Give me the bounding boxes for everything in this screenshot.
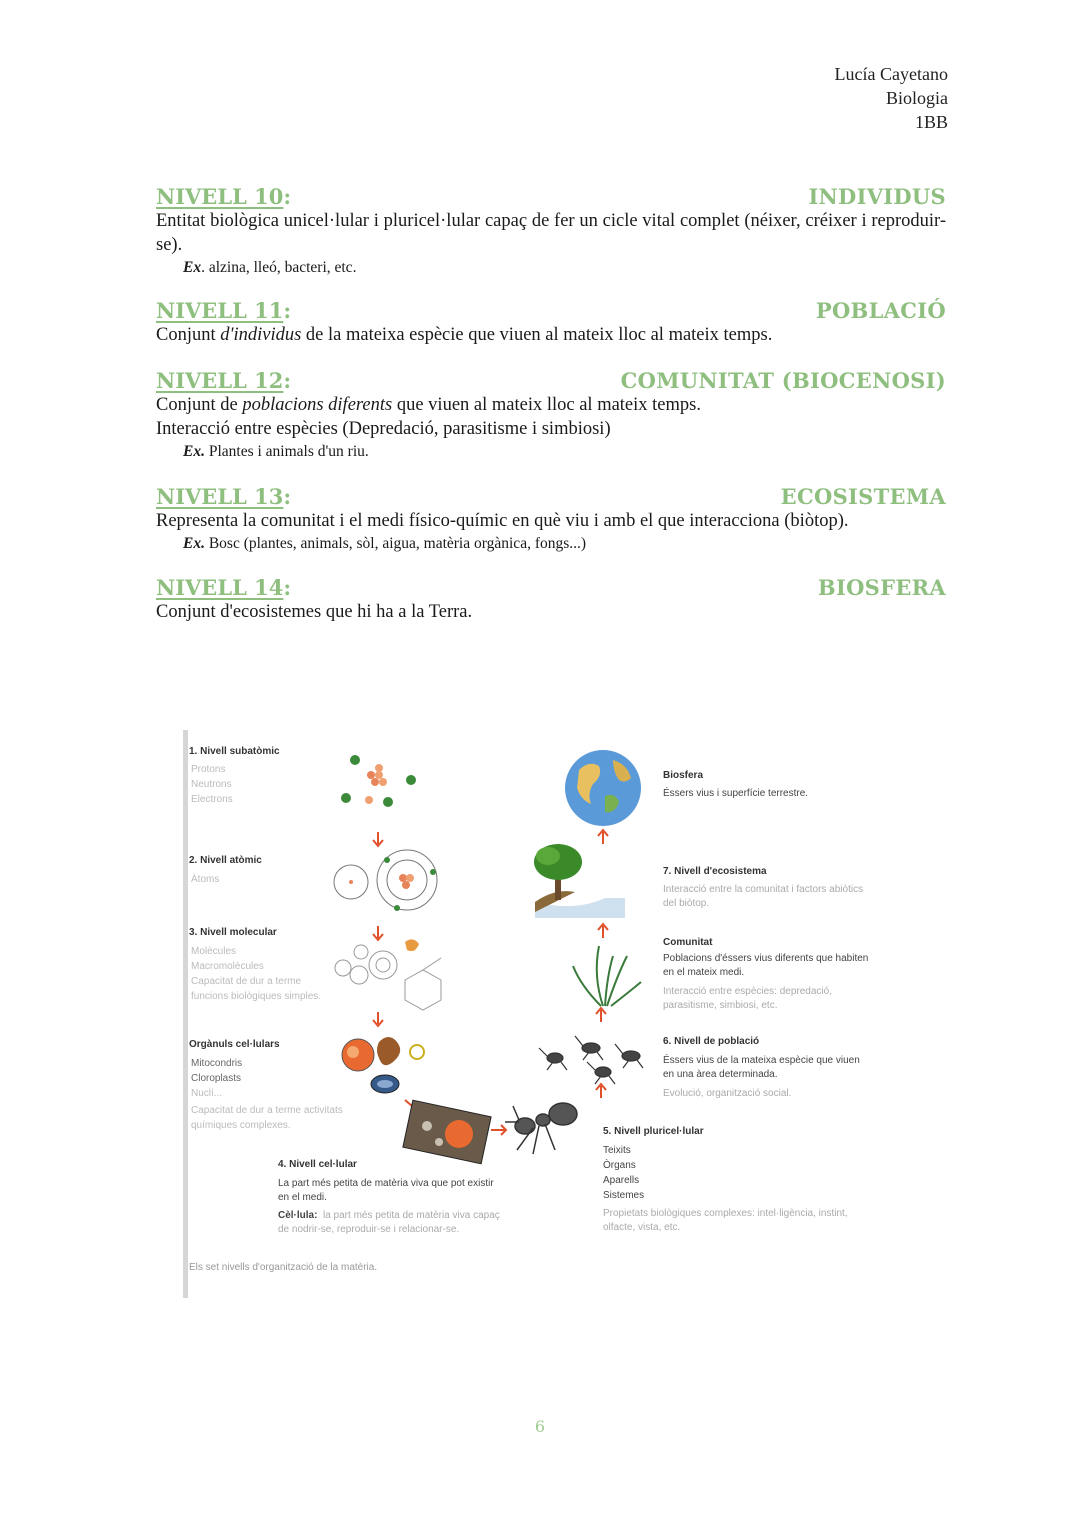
section-title: ECOSISTEMA (780, 484, 946, 509)
plant-community-icon (573, 946, 641, 1006)
community-desc: Poblacions d'éssers vius diferents que habiten (663, 953, 869, 964)
arrow-down-icon (373, 1012, 383, 1026)
globe-icon (565, 750, 641, 826)
level-7-desc: Interacció entre la comunitat i factors abiòtics (663, 884, 864, 895)
community-title: Comunitat (663, 937, 713, 948)
level-3-item: funcions biològiques simples. (191, 991, 322, 1002)
level-7-title: 7. Nivell d'ecosistema (663, 866, 767, 877)
level-7-desc: del biòtop. (663, 898, 710, 909)
level-5-item: Aparells (603, 1175, 640, 1186)
ecosystem-icon (534, 844, 625, 918)
arrow-up-icon (598, 924, 608, 938)
organelles-note: Capacitat de dur a terme activitats (191, 1105, 343, 1116)
section-number: NIVELL 13: (156, 484, 292, 509)
section-title: COMUNITAT (BIOCENOSI) (620, 368, 946, 393)
section-body: Conjunt d'individus de la mateixa espècie que viuen al mateix lloc al mateix temps. (156, 325, 773, 345)
section-title: BIOSFERA (817, 575, 946, 600)
level-3-title: 3. Nivell molecular (189, 927, 277, 938)
biosphere-desc: Éssers vius i superfície terrestre. (663, 788, 809, 799)
page-number: 6 (534, 1417, 546, 1436)
level-1-item: Electrons (191, 794, 233, 805)
organelles-item: Nuclí... (191, 1088, 223, 1099)
level-6-desc: en una àrea determinada. (663, 1069, 778, 1080)
level-6-title: 6. Nivell de població (663, 1036, 760, 1047)
section-body: Representa la comunitat i el medi físico-químic en què viu i amb el que interacciona (biòtop). (156, 511, 849, 531)
subject-name: Biologia (886, 88, 948, 108)
section-number: NIVELL 14: (156, 575, 292, 600)
organelles-icon (342, 1037, 424, 1093)
level-5-title: 5. Nivell pluricel·lular (603, 1126, 704, 1137)
ant-population-icon (539, 1036, 643, 1084)
level-1-title: 1. Nivell subatòmic (189, 746, 280, 757)
molecules-icon (335, 939, 441, 1010)
page-header (835, 62, 948, 134)
section-body: Conjunt de poblacions diferents que viuen al mateix lloc al mateix temps. (156, 395, 701, 415)
level-3-item: Macromolècules (191, 961, 264, 972)
section-nivell-12 (156, 368, 946, 463)
organelles-note: químiques complexes. (191, 1120, 291, 1131)
figure-left-rule (183, 730, 188, 1298)
arrow-down-icon (373, 926, 383, 940)
arrow-up-icon (596, 1084, 606, 1098)
level-5-item: Òrgans (603, 1160, 636, 1171)
section-title: INDIVIDUS (808, 184, 946, 209)
organelles-item: Cloroplasts (191, 1073, 242, 1084)
level-6-desc: Éssers vius de la mateixa espècie que viuen (663, 1055, 860, 1066)
level-2-title: 2. Nivell atòmic (189, 855, 262, 866)
community-note: Interacció entre espècies: depredació, (663, 986, 832, 997)
community-desc: en el mateix medi. (663, 967, 745, 978)
level-5-item: Sistemes (603, 1190, 645, 1201)
level-4-cell-text: la part més petita de matèria viva capaç (323, 1210, 500, 1221)
arrow-up-icon (598, 830, 608, 844)
ant-icon (505, 1103, 577, 1154)
subatomic-particles-icon (341, 755, 416, 807)
cell-icon (403, 1100, 491, 1164)
arrow-right-icon (491, 1125, 506, 1135)
level-2-item: Àtoms (191, 874, 220, 885)
level-5-note: Propietats biològiques complexes: intel·ligència, instint, (603, 1208, 848, 1219)
figure-caption: Els set nivells d'organització de la matèria. (189, 1262, 378, 1273)
example-line: Ex. Bosc (plantes, animals, sòl, aigua, matèria orgànica, fongs...) (183, 535, 587, 552)
level-1-item: Neutrons (191, 779, 232, 790)
section-number: NIVELL 10: (156, 184, 292, 209)
level-4-cell-text: de nodrir-se, reproduir-se i relacionar-se. (278, 1224, 460, 1235)
organelles-item: Mitocondris (191, 1058, 243, 1069)
level-4-desc: La part més petita de matèria viva que pot existir (278, 1178, 494, 1189)
section-nivell-10 (156, 184, 946, 279)
community-note: parasitisme, simbiosi, etc. (663, 1000, 778, 1011)
author-name: Lucía Cayetano (834, 64, 948, 84)
section-body: Conjunt d'ecosistemes que hi ha a la Terra. (156, 602, 473, 622)
section-nivell-13 (156, 484, 946, 555)
section-title: POBLACIÓ (815, 298, 946, 323)
level-6-note: Evolució, organització social. (663, 1088, 792, 1099)
organelles-title: Orgànuls cel·lulars (189, 1039, 280, 1050)
level-4-desc: en el medi. (278, 1192, 327, 1203)
section-nivell-11 (156, 298, 946, 347)
section-body: Entitat biològica unicel·lular i pluricel·lular capaç de fer un cicle vital complet (néixer, créixer i reproduir-se). (156, 211, 946, 255)
organization-levels-figure (183, 730, 883, 1300)
example-line: Ex. alzina, lleó, bacteri, etc. (183, 259, 357, 276)
level-4-cell-label: Cèl·lula: (278, 1210, 318, 1221)
level-4-title: 4. Nivell cel·lular (278, 1159, 357, 1170)
level-1-item: Protons (191, 764, 226, 775)
group-name: 1BB (914, 112, 948, 132)
level-5-note: olfacte, vista, etc. (603, 1222, 681, 1233)
section-number: NIVELL 11: (156, 298, 292, 323)
arrow-up-icon (596, 1008, 606, 1022)
section-nivell-14 (156, 575, 946, 624)
arrow-down-icon (373, 832, 383, 846)
level-3-item: Molècules (191, 946, 237, 957)
level-5-item: Teixits (603, 1145, 631, 1156)
atom-icon (334, 850, 437, 911)
example-line: Ex. Plantes i animals d'un riu. (183, 443, 369, 460)
level-3-item: Capacitat de dur a terme (191, 976, 302, 987)
biosphere-title: Biosfera (663, 770, 704, 781)
section-body-2: Interacció entre espècies (Depredació, parasitisme i simbiosi) (156, 419, 611, 439)
section-number: NIVELL 12: (156, 368, 292, 393)
